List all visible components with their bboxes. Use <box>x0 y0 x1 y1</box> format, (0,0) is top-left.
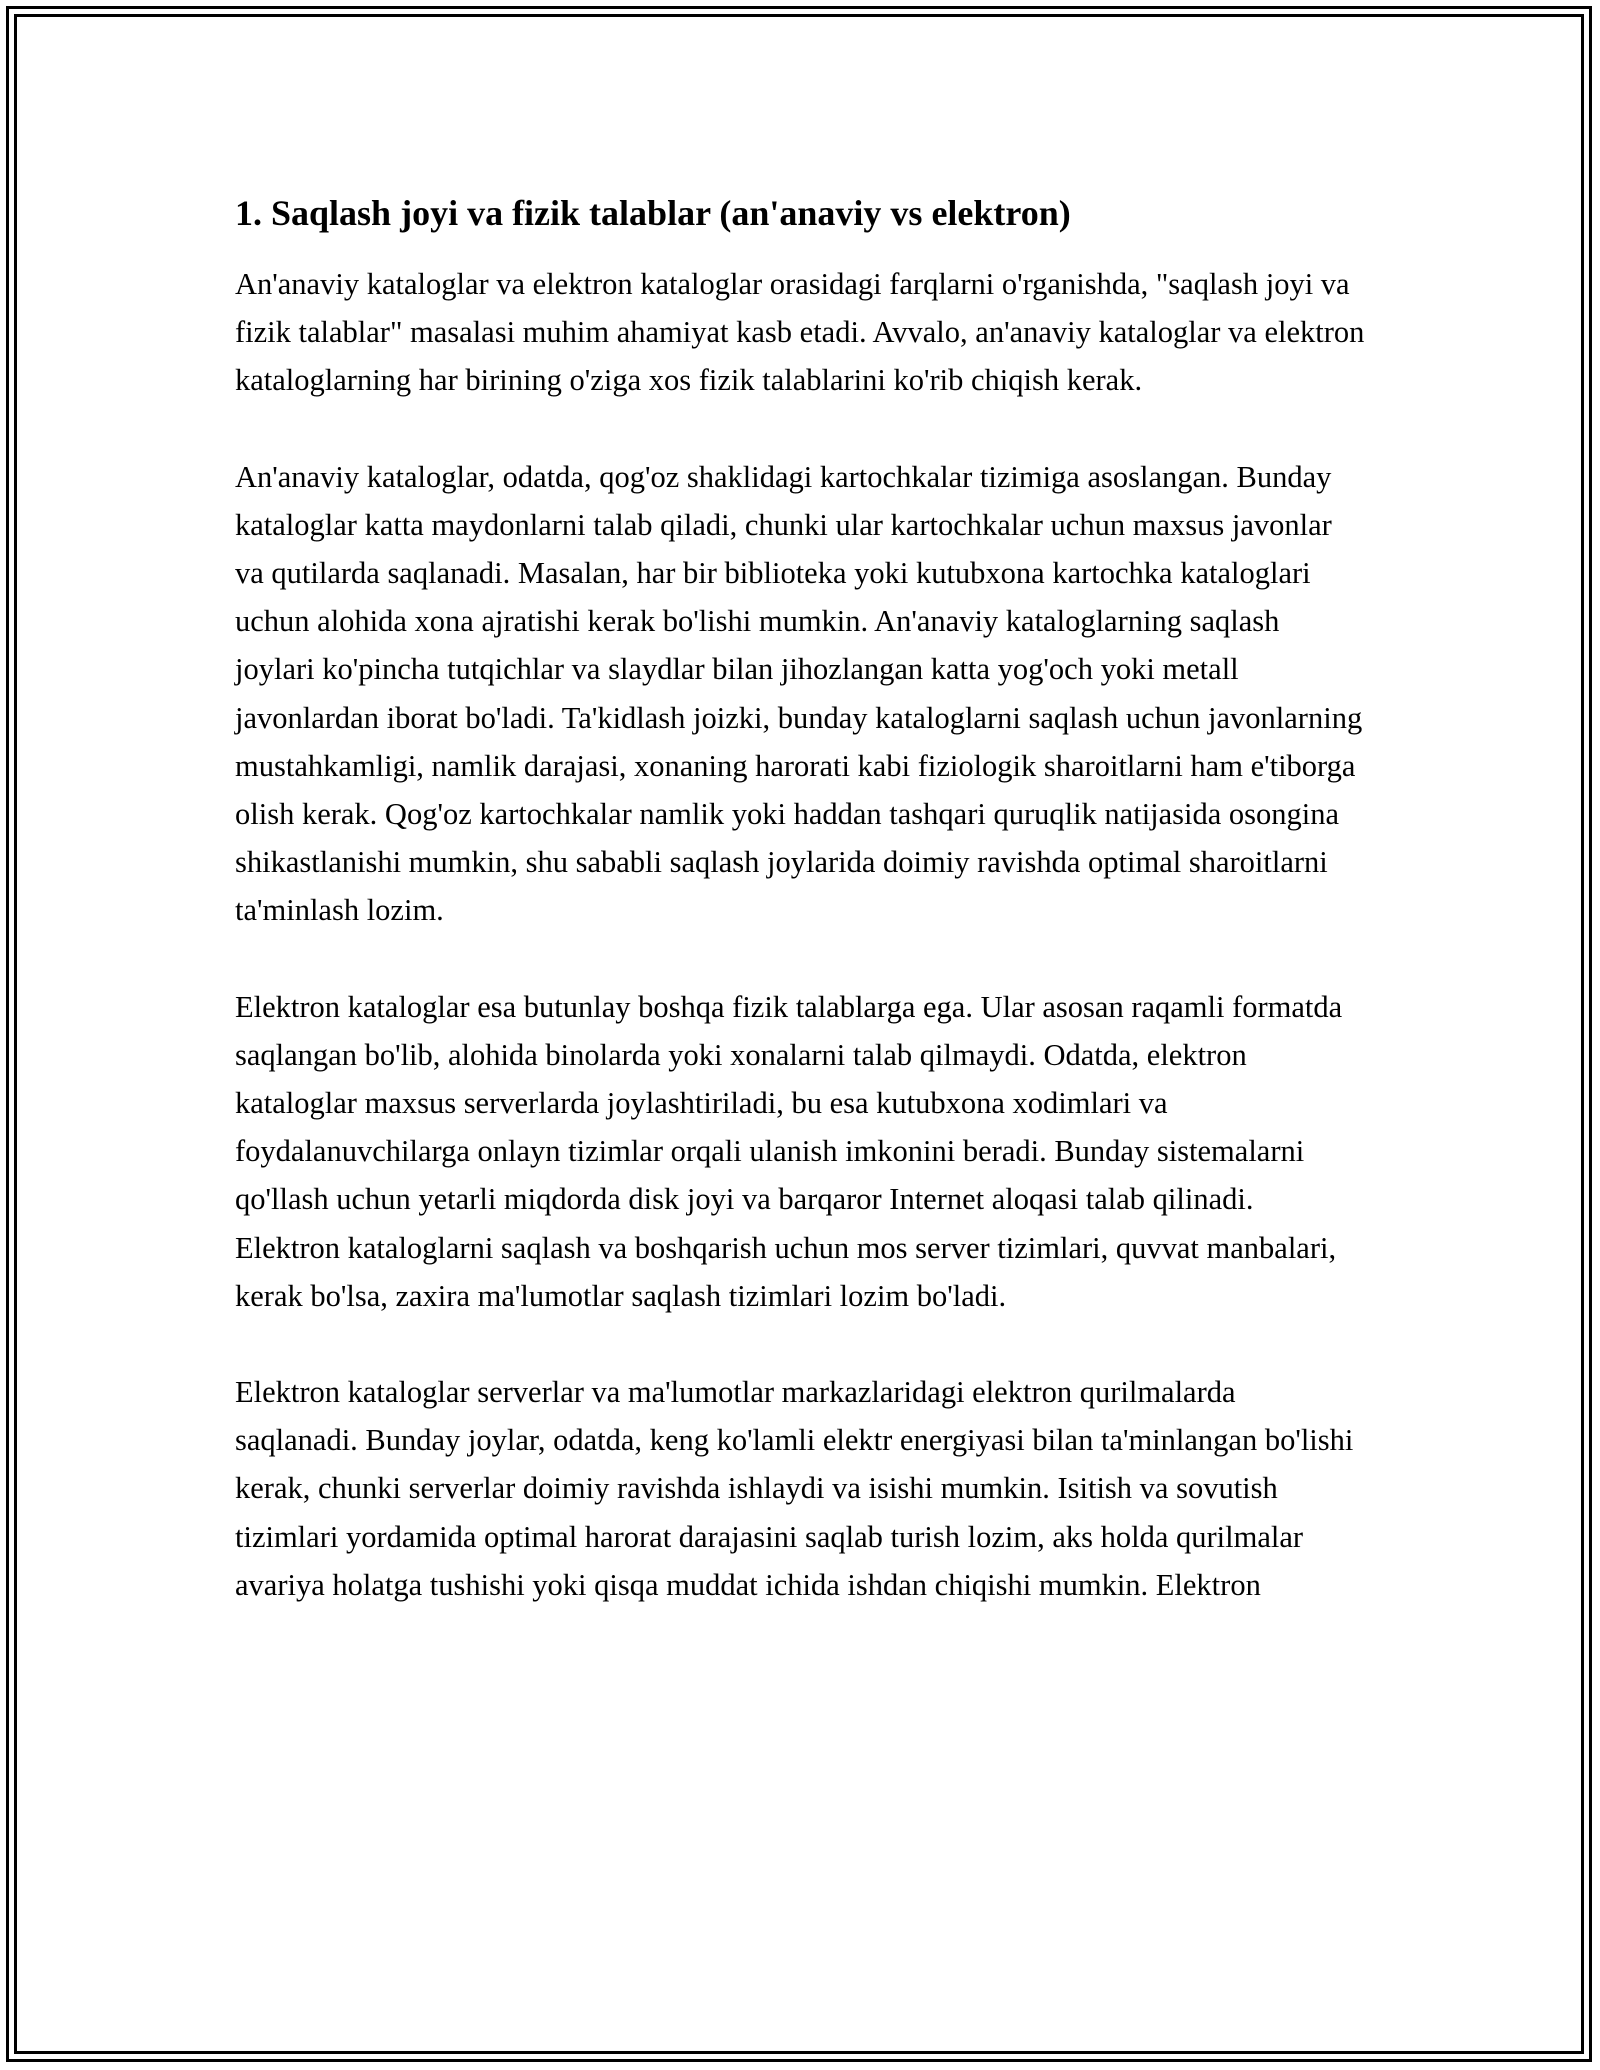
paragraph-intro: An'anaviy kataloglar va elektron kataloglar orasidagi farqlarni o'rganishda, "saqlash joyi va fizik talablar" masalasi muhim ahamiyat kasb etadi. Avvalo, an'anaviy kataloglar va elektron kataloglarning har birining o'ziga xos fizik talablarini ko'rib chiqish kerak. <box>235 267 1365 398</box>
section-heading: 1. Saqlash joyi va fizik talablar (an'anaviy vs elektron) <box>235 193 1071 233</box>
paragraph-servers-storage: Elektron kataloglar serverlar va ma'lumotlar markazlaridagi elektron qurilmalarda saqlanadi. Bunday joylar, odatda, keng ko'lamli elektr energiyasi bilan ta'minlangan bo'lishi kerak, chunki serverlar doimiy ravishda ishlaydi va isishi mumkin. Isitish va sovutish tizimlari yordamida optimal harorat darajasini saqlab turish lozim, aks holda qurilmalar avariya holatga tushishi yoki qisqa muddat ichida ishdan chiqishi mumkin. Elektron <box>235 1375 1354 1602</box>
paragraph-electronic-catalogs: Elektron kataloglar esa butunlay boshqa fizik talablarga ega. Ular asosan raqamli formatda saqlangan bo'lib, alohida binolarda yoki xonalarni talab qilmaydi. Odatda, elektron kataloglar maxsus serverlarda joylashtiriladi, bu esa kutubxona xodimlari va foydalanuvchilarga onlayn tizimlar orqali ulanish imkonini beradi. Bunday sistemalarni qo'llash uchun yetarli miqdorda disk joyi va barqaror Internet aloqasi talab qilinadi. Elektron kataloglarni saqlash va boshqarish uchun mos server tizimlari, quvvat manbalari, kerak bo'lsa, zaxira ma'lumotlar saqlash tizimlari lozim bo'ladi. <box>235 989 1343 1313</box>
paragraph-traditional-catalogs: An'anaviy kataloglar, odatda, qog'oz shaklidagi kartochkalar tizimiga asoslangan. Bunday kataloglar katta maydonlarni talab qiladi, chunki ular kartochkalar uchun maxsus javonlar va qutilarda saqlanadi. Masalan, har bir biblioteka yoki kutubxona kartochka kataloglari uchun alohida xona ajratishi kerak bo'lishi mumkin. An'anaviy kataloglarning saqlash joylari ko'pincha tutqichlar va slaydlar bilan jihozlangan katta yog'och yoki metall javonlardan iborat bo'ladi. Ta'kidlash joizki, bunday kataloglarni saqlash uchun javonlarning mustahkamligi, namlik darajasi, xonaning harorati kabi fiziologik sharoitlarni ham e'tiborga olish kerak. Qog'oz kartochkalar namlik yoki haddan tashqari quruqlik natijasida osongina shikastlanishi mumkin, shu sababli saqlash joylarida doimiy ravishda optimal sharoitlarni ta'minlash lozim. <box>235 459 1363 928</box>
document-body <box>235 190 1365 1609</box>
